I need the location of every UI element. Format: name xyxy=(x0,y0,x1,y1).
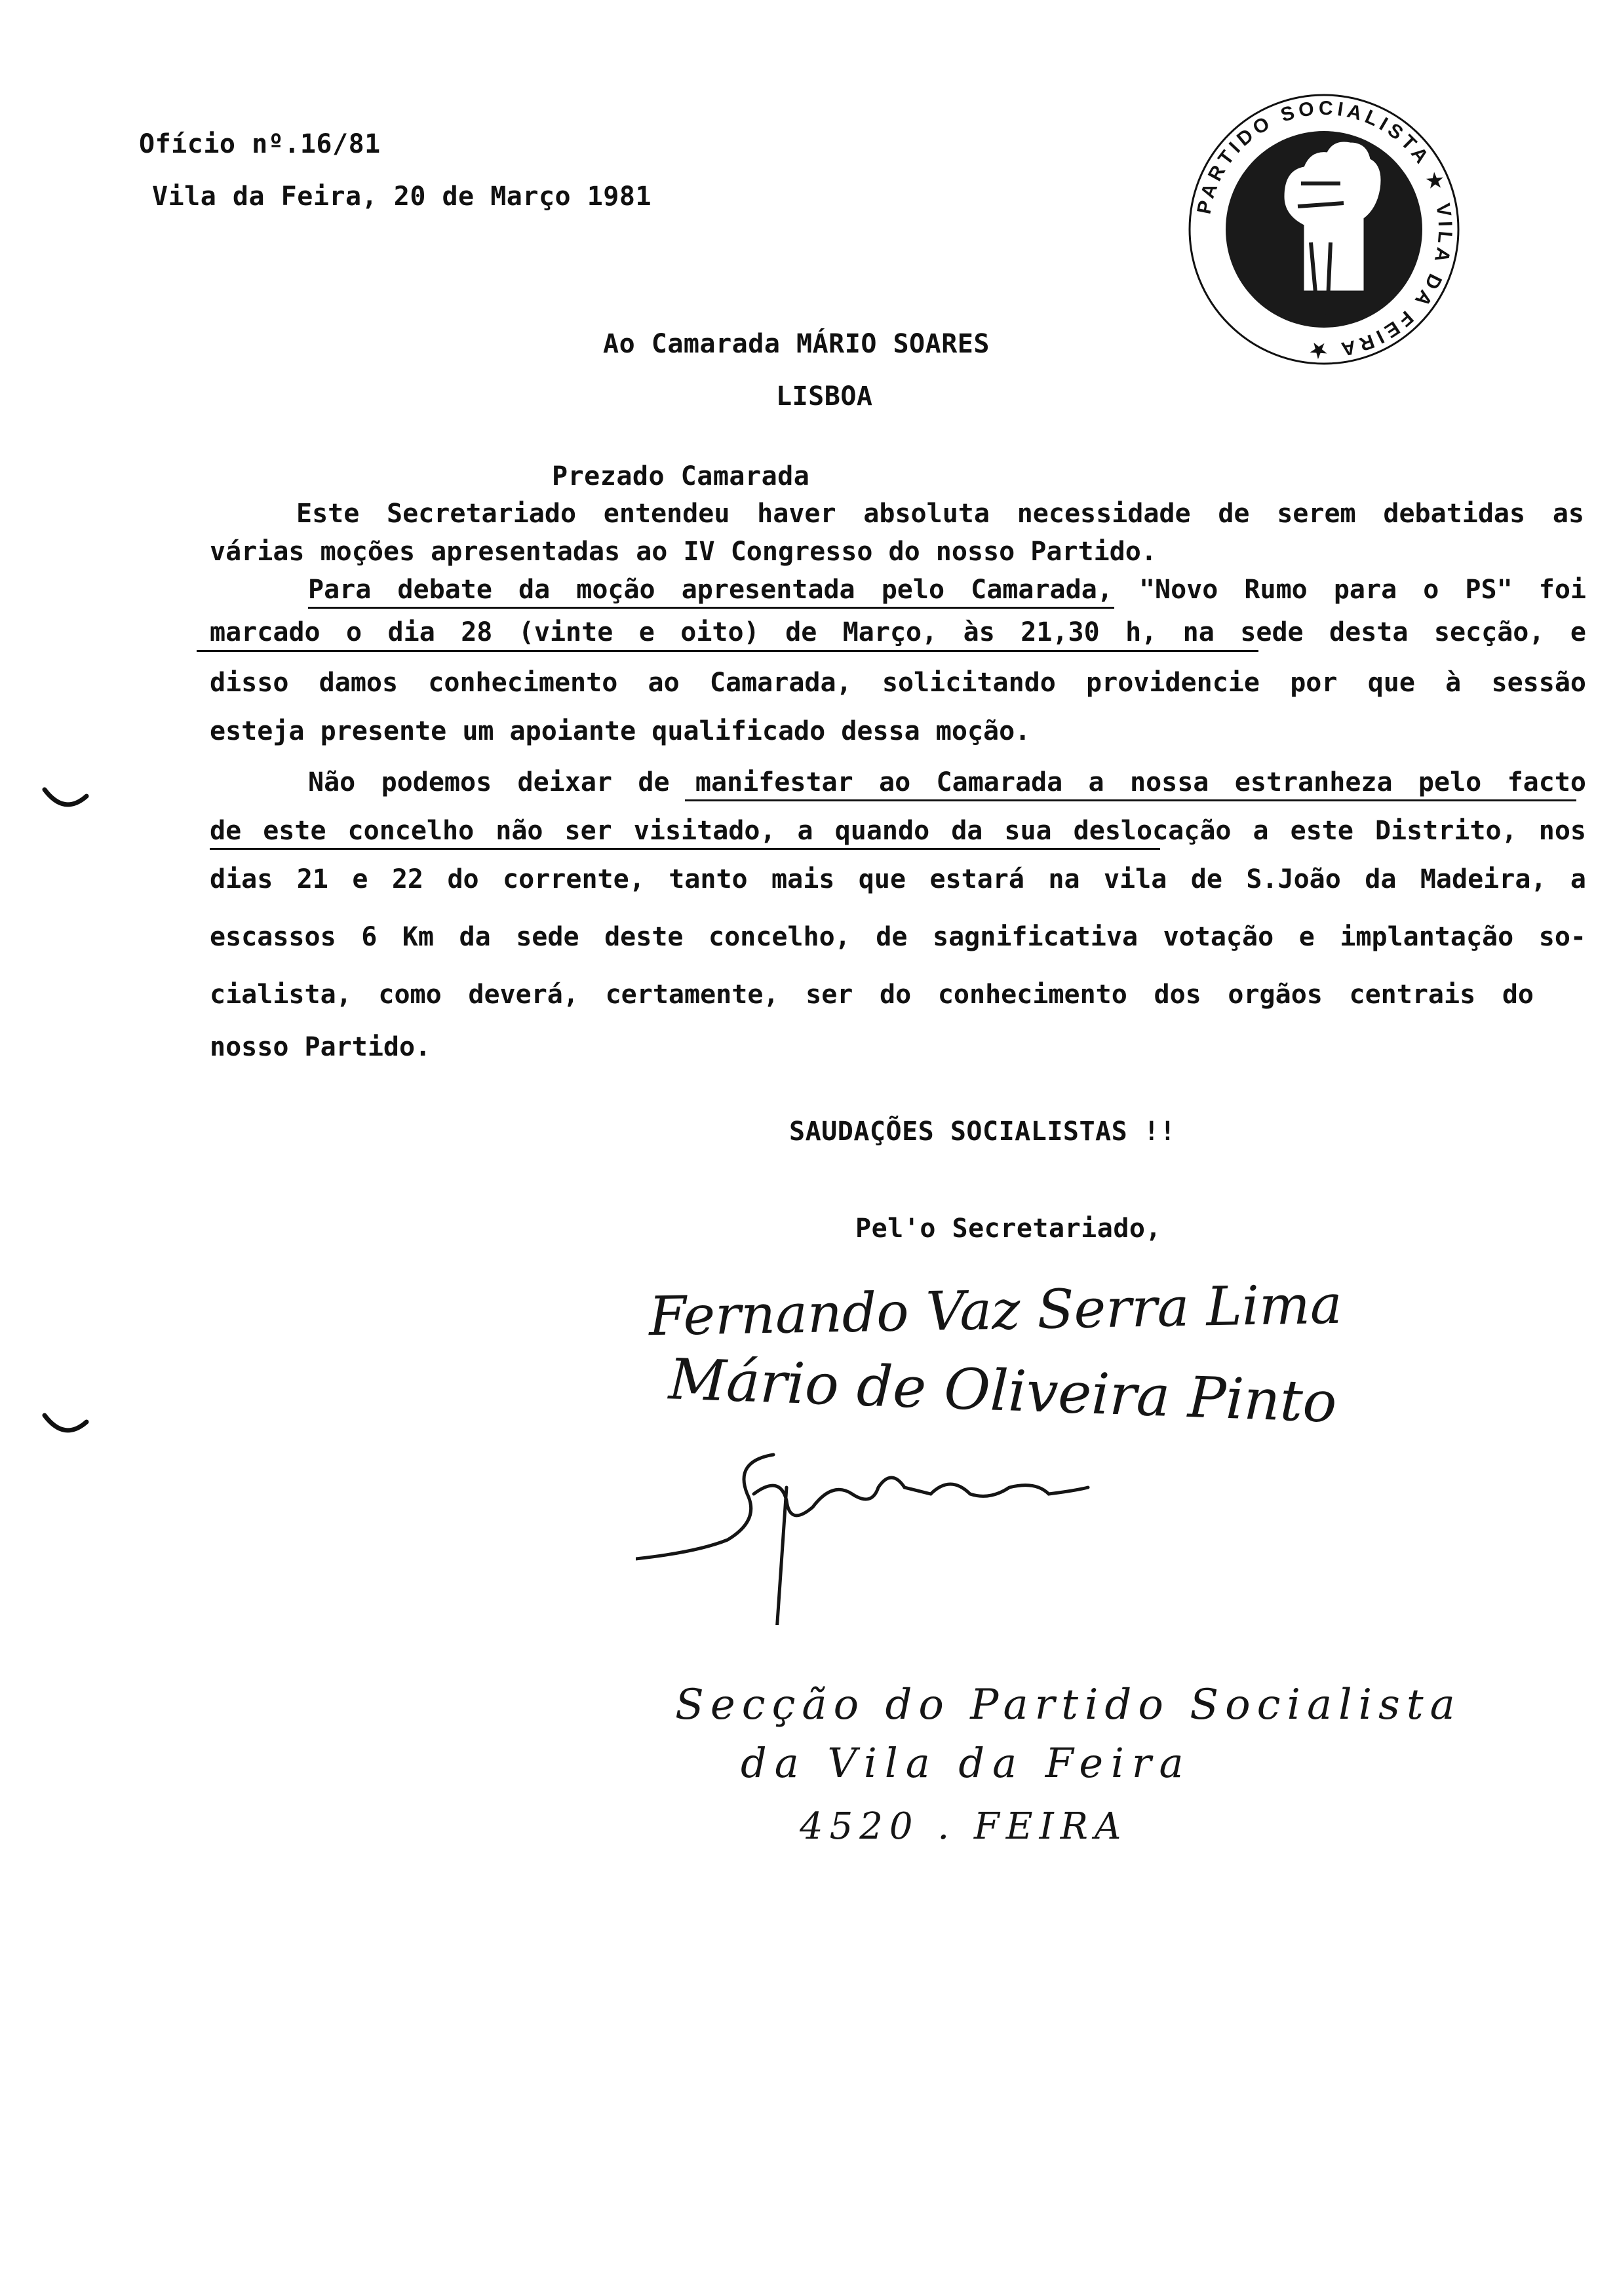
body-line-8: de este concelho não ser visitado, a quando da sua deslocação a este Distrito, nos xyxy=(210,816,1586,846)
underline-line-4 xyxy=(197,650,1258,652)
svg-text:PARTIDO SOCIALISTA ★ VILA DA F: PARTIDO SOCIALISTA ★ VILA DA FEIRA ★ xyxy=(1193,97,1456,362)
reference-number: Ofício nº.16/81 xyxy=(139,129,381,159)
body-line-3: Para debate da moção apresentada pelo Camarada, "Novo Rumo para o PS" foi xyxy=(308,575,1586,605)
punch-hole-mark-bottom xyxy=(39,1409,92,1448)
body-line-12: nosso Partido. xyxy=(210,1032,431,1062)
recipient-name: Ao Camarada MÁRIO SOARES xyxy=(603,329,990,359)
handwritten-address-line-2: da Vila da Feira xyxy=(741,1739,1192,1787)
body-line-10: escassos 6 Km da sede deste concelho, de sagnificativa votação e implantação so- xyxy=(210,922,1586,952)
body-line-4: marcado o dia 28 (vinte e oito) de Março, às 21,30 h, na sede desta secção, e xyxy=(210,617,1586,647)
closing-greeting: SAUDAÇÕES SOCIALISTAS !! xyxy=(789,1117,1176,1147)
underline-line-8 xyxy=(210,848,1160,850)
party-seal-stamp xyxy=(1180,85,1468,373)
body-line-1: Este Secretariado entendeu haver absoluta necessidade de serem debatidas as xyxy=(296,499,1584,529)
signature-3-scribble xyxy=(636,1442,1147,1625)
punch-hole-mark-top xyxy=(39,783,92,822)
body-line-5: disso damos conhecimento ao Camarada, solicitando providencie por que à sessão xyxy=(210,668,1586,698)
body-line-6: esteja presente um apoiante qualificado dessa moção. xyxy=(210,716,1031,746)
body-line-9: dias 21 e 22 do corrente, tanto mais que estará na vila de S.João da Madeira, a xyxy=(210,864,1586,894)
handwritten-address-line-1: Secção do Partido Socialista xyxy=(675,1681,1462,1729)
underline-line-3 xyxy=(308,607,1114,609)
body-line-2: várias moções apresentadas ao IV Congresso do nosso Partido. xyxy=(210,537,1157,567)
salutation: Prezado Camarada xyxy=(552,461,810,491)
closing-signoff: Pel'o Secretariado, xyxy=(855,1214,1162,1244)
recipient-city: LISBOA xyxy=(776,381,873,411)
place-date: Vila da Feira, 20 de Março 1981 xyxy=(152,182,652,212)
body-line-11: cialista, como deverá, certamente, ser do conhecimento dos orgãos centrais do xyxy=(210,980,1534,1010)
body-line-7: Não podemos deixar de manifestar ao Camarada a nossa estranheza pelo facto xyxy=(308,767,1586,797)
underline-line-7 xyxy=(685,799,1576,801)
signature-2: Mário de Oliveira Pinto xyxy=(667,1347,1338,1436)
signature-1: Fernando Vaz Serra Lima xyxy=(648,1273,1343,1349)
handwritten-address-line-3: 4520 . FEIRA xyxy=(800,1805,1128,1848)
